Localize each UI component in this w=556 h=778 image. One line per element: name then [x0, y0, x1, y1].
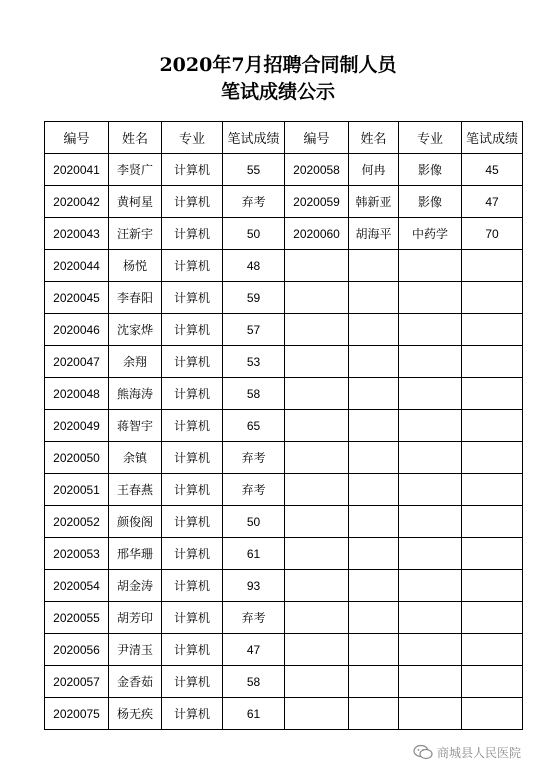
cell-id: 2020047: [45, 346, 109, 378]
header-major-right: 专业: [399, 122, 462, 154]
cell-right-name: [349, 378, 399, 410]
cell-right-major: 中药学: [399, 218, 462, 250]
cell-name: 王春燕: [109, 474, 162, 506]
cell-right-major: [399, 474, 462, 506]
score-table: [44, 121, 523, 730]
cell-right-score: [462, 346, 523, 378]
cell-name: 颜俊阁: [109, 506, 162, 538]
cell-right-score: 47: [462, 186, 523, 218]
cell-right-major: 影像: [399, 154, 462, 186]
cell-major: 计算机: [162, 474, 223, 506]
cell-right-major: [399, 538, 462, 570]
cell-right-score: [462, 698, 523, 730]
table-row: [45, 154, 523, 186]
cell-name: 邢华珊: [109, 538, 162, 570]
cell-right-score: [462, 506, 523, 538]
cell-major: 计算机: [162, 506, 223, 538]
header-name-right: 姓名: [349, 122, 399, 154]
watermark-text: 商城县人民医院: [437, 745, 522, 760]
cell-right-id: [285, 666, 349, 698]
cell-score: 47: [223, 634, 285, 666]
cell-right-major: [399, 410, 462, 442]
cell-right-score: [462, 282, 523, 314]
cell-id: 2020051: [45, 474, 109, 506]
cell-right-name: [349, 250, 399, 282]
cell-major: 计算机: [162, 698, 223, 730]
cell-id: 2020054: [45, 570, 109, 602]
cell-right-name: [349, 506, 399, 538]
cell-name: 沈家烨: [109, 314, 162, 346]
cell-major: 计算机: [162, 154, 223, 186]
cell-right-score: [462, 410, 523, 442]
cell-name: 胡芳印: [109, 602, 162, 634]
cell-id: 2020053: [45, 538, 109, 570]
table-row: [45, 666, 523, 698]
table-row: [45, 186, 523, 218]
cell-score: 61: [223, 698, 285, 730]
cell-right-name: [349, 346, 399, 378]
cell-id: 2020052: [45, 506, 109, 538]
cell-right-score: 45: [462, 154, 523, 186]
cell-id: 2020041: [45, 154, 109, 186]
table-row: [45, 474, 523, 506]
cell-name: 黄柯星: [109, 186, 162, 218]
cell-right-id: [285, 570, 349, 602]
cell-right-major: [399, 282, 462, 314]
cell-name: 余翔: [109, 346, 162, 378]
cell-right-name: [349, 442, 399, 474]
header-id: 编号: [45, 122, 109, 154]
cell-right-major: [399, 666, 462, 698]
cell-major: 计算机: [162, 538, 223, 570]
table-row: [45, 506, 523, 538]
wechat-icon: [413, 744, 433, 760]
cell-right-id: [285, 282, 349, 314]
cell-right-major: [399, 602, 462, 634]
cell-major: 计算机: [162, 314, 223, 346]
cell-score: 弃考: [223, 474, 285, 506]
cell-name: 李贤广: [109, 154, 162, 186]
table-row: [45, 346, 523, 378]
cell-score: 57: [223, 314, 285, 346]
cell-right-name: 韩新亚: [349, 186, 399, 218]
cell-right-id: [285, 474, 349, 506]
cell-id: 2020057: [45, 666, 109, 698]
cell-right-score: [462, 474, 523, 506]
cell-major: 计算机: [162, 346, 223, 378]
cell-id: 2020075: [45, 698, 109, 730]
cell-major: 计算机: [162, 282, 223, 314]
cell-id: 2020045: [45, 282, 109, 314]
cell-id: 2020042: [45, 186, 109, 218]
cell-right-major: [399, 570, 462, 602]
cell-right-id: 2020058: [285, 154, 349, 186]
cell-name: 杨悦: [109, 250, 162, 282]
cell-id: 2020055: [45, 602, 109, 634]
cell-right-score: [462, 570, 523, 602]
cell-major: 计算机: [162, 218, 223, 250]
cell-right-id: [285, 410, 349, 442]
cell-major: 计算机: [162, 634, 223, 666]
document-subtitle: 笔试成绩公示: [220, 81, 335, 103]
cell-id: 2020046: [45, 314, 109, 346]
cell-name: 汪新宇: [109, 218, 162, 250]
cell-major: 计算机: [162, 186, 223, 218]
cell-major: 计算机: [162, 602, 223, 634]
cell-score: 93: [223, 570, 285, 602]
cell-major: 计算机: [162, 442, 223, 474]
cell-right-major: [399, 506, 462, 538]
cell-right-name: [349, 570, 399, 602]
cell-right-id: [285, 538, 349, 570]
cell-right-id: [285, 602, 349, 634]
table-row: [45, 634, 523, 666]
cell-right-id: [285, 378, 349, 410]
cell-right-score: [462, 634, 523, 666]
cell-name: 金香茹: [109, 666, 162, 698]
cell-score: 弃考: [223, 442, 285, 474]
cell-right-id: [285, 314, 349, 346]
cell-right-id: [285, 634, 349, 666]
cell-score: 59: [223, 282, 285, 314]
table-header-row: [45, 122, 523, 154]
cell-name: 尹清玉: [109, 634, 162, 666]
header-score: 笔试成绩: [223, 122, 285, 154]
cell-right-name: [349, 666, 399, 698]
document-title: 2020年7月招聘合同制人员: [159, 54, 397, 76]
cell-right-name: [349, 410, 399, 442]
cell-right-score: 70: [462, 218, 523, 250]
cell-right-score: [462, 602, 523, 634]
cell-right-id: [285, 698, 349, 730]
cell-score: 48: [223, 250, 285, 282]
cell-major: 计算机: [162, 570, 223, 602]
cell-right-major: [399, 698, 462, 730]
cell-right-score: [462, 442, 523, 474]
cell-name: 胡金涛: [109, 570, 162, 602]
cell-score: 50: [223, 218, 285, 250]
cell-right-id: [285, 442, 349, 474]
cell-right-name: [349, 474, 399, 506]
cell-id: 2020048: [45, 378, 109, 410]
cell-right-major: [399, 442, 462, 474]
table-row: [45, 282, 523, 314]
table-row: [45, 538, 523, 570]
cell-right-name: 何冉: [349, 154, 399, 186]
watermark: [413, 742, 521, 762]
cell-right-major: [399, 314, 462, 346]
cell-score: 弃考: [223, 602, 285, 634]
table-row: [45, 698, 523, 730]
cell-score: 弃考: [223, 186, 285, 218]
cell-right-major: [399, 346, 462, 378]
cell-id: 2020044: [45, 250, 109, 282]
cell-right-name: [349, 698, 399, 730]
cell-name: 李春阳: [109, 282, 162, 314]
table-row: [45, 218, 523, 250]
cell-right-score: [462, 250, 523, 282]
cell-right-score: [462, 378, 523, 410]
cell-right-id: [285, 506, 349, 538]
table-row: [45, 378, 523, 410]
cell-name: 余镇: [109, 442, 162, 474]
cell-right-score: [462, 314, 523, 346]
cell-right-name: [349, 282, 399, 314]
cell-right-score: [462, 538, 523, 570]
cell-name: 蒋智宇: [109, 410, 162, 442]
cell-score: 58: [223, 378, 285, 410]
cell-id: 2020050: [45, 442, 109, 474]
table-row: [45, 250, 523, 282]
cell-score: 65: [223, 410, 285, 442]
table-row: [45, 410, 523, 442]
table-row: [45, 442, 523, 474]
cell-score: 61: [223, 538, 285, 570]
header-name: 姓名: [109, 122, 162, 154]
cell-right-major: 影像: [399, 186, 462, 218]
cell-name: 杨无疾: [109, 698, 162, 730]
cell-right-id: 2020059: [285, 186, 349, 218]
cell-id: 2020043: [45, 218, 109, 250]
cell-score: 53: [223, 346, 285, 378]
cell-right-major: [399, 634, 462, 666]
cell-right-name: [349, 634, 399, 666]
cell-right-id: 2020060: [285, 218, 349, 250]
cell-right-id: [285, 250, 349, 282]
cell-right-name: [349, 602, 399, 634]
cell-right-major: [399, 250, 462, 282]
cell-right-score: [462, 666, 523, 698]
header-major: 专业: [162, 122, 223, 154]
cell-right-major: [399, 378, 462, 410]
cell-major: 计算机: [162, 250, 223, 282]
table-row: [45, 314, 523, 346]
cell-id: 2020056: [45, 634, 109, 666]
cell-right-id: [285, 346, 349, 378]
cell-major: 计算机: [162, 378, 223, 410]
header-id-right: 编号: [285, 122, 349, 154]
cell-major: 计算机: [162, 666, 223, 698]
cell-score: 55: [223, 154, 285, 186]
table-row: [45, 602, 523, 634]
cell-major: 计算机: [162, 410, 223, 442]
cell-right-name: [349, 538, 399, 570]
cell-name: 熊海涛: [109, 378, 162, 410]
cell-right-name: 胡海平: [349, 218, 399, 250]
cell-score: 58: [223, 666, 285, 698]
cell-score: 50: [223, 506, 285, 538]
cell-id: 2020049: [45, 410, 109, 442]
header-score-right: 笔试成绩: [462, 122, 523, 154]
table-row: [45, 570, 523, 602]
cell-right-name: [349, 314, 399, 346]
score-table-body: [45, 122, 523, 730]
